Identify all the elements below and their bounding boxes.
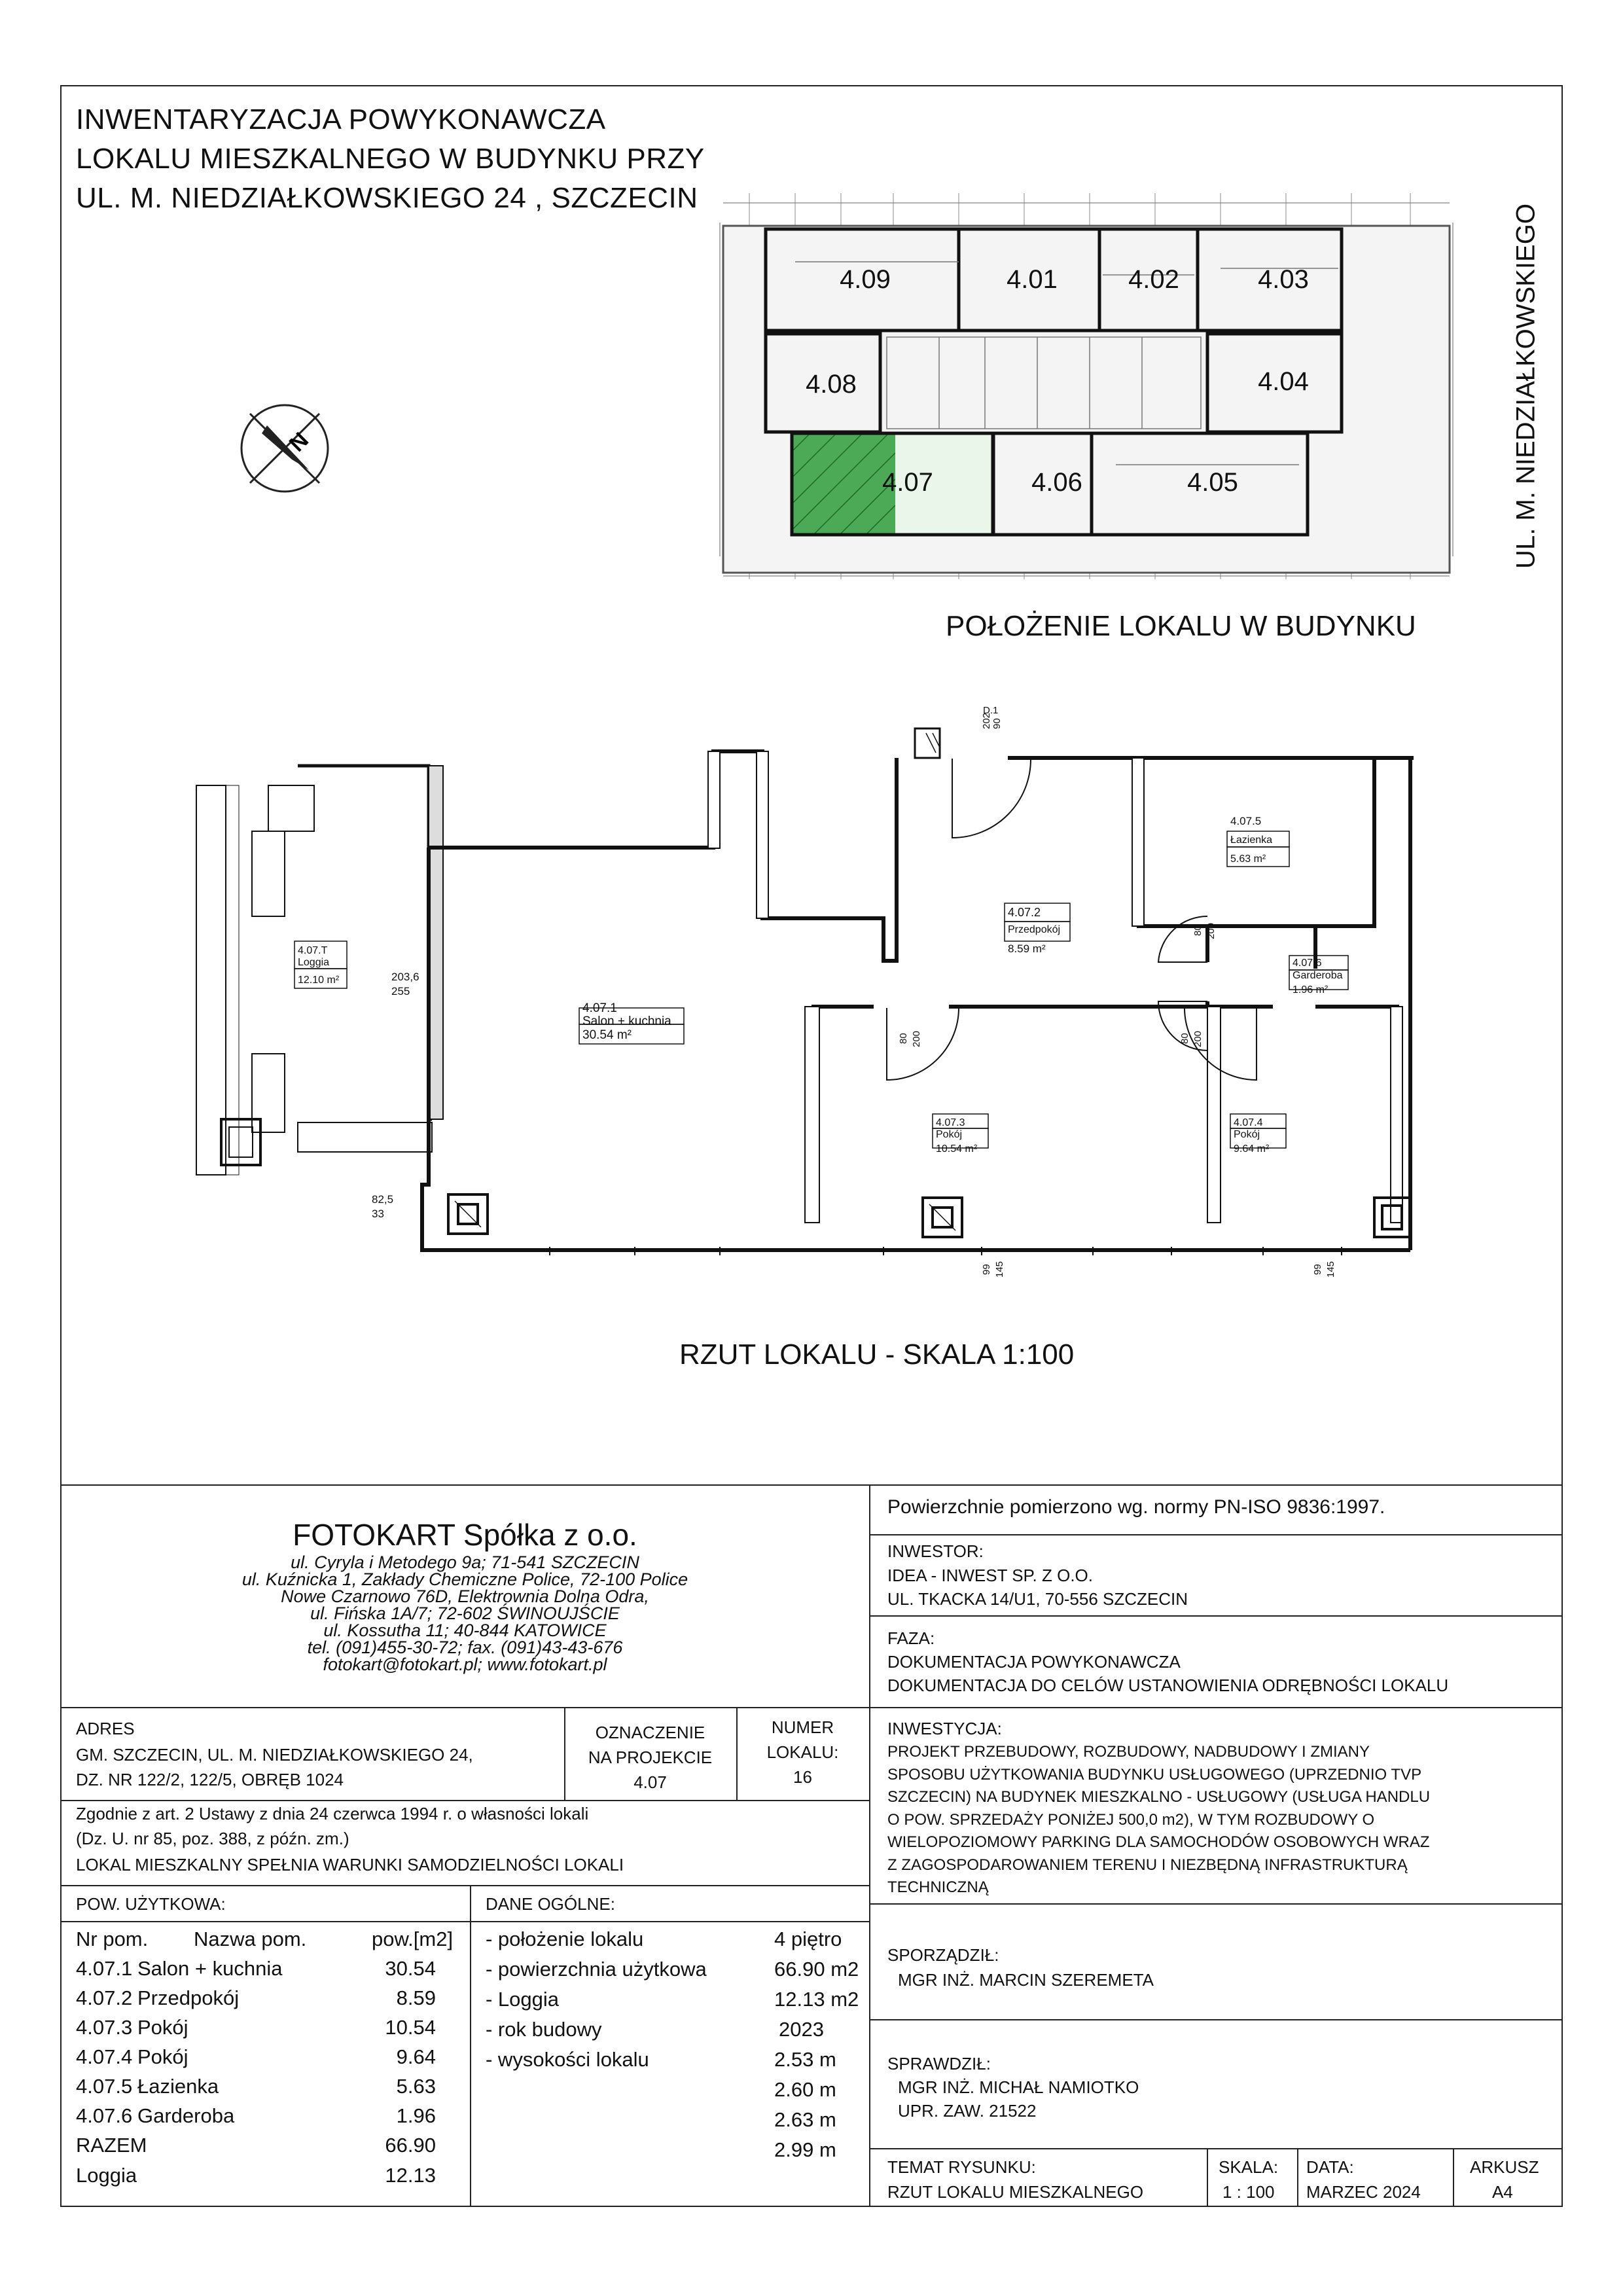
col-name-header: Nazwa pom.: [194, 1928, 307, 1950]
dim-window-a-145: 145: [994, 1261, 1005, 1278]
address-line-1: GM. SZCZECIN, UL. M. NIEDZIAŁKOWSKIEGO 24,: [76, 1745, 473, 1765]
dim-door-b-200: 200: [1205, 922, 1217, 939]
dim-d1a: 202: [981, 712, 992, 729]
row-no: 4.07.3: [76, 2016, 133, 2039]
dim-d1: D.1: [983, 705, 999, 716]
row-area: 30.54: [385, 1957, 436, 1980]
header-line-1: INWENTARYZACJA POWYKONAWCZA: [76, 103, 606, 135]
general-height: 2.63 m: [774, 2108, 836, 2131]
room-area-bath: 5.63 m²: [1230, 853, 1266, 865]
general-key: - rok budowy: [486, 2018, 602, 2041]
loggia-label: Loggia: [76, 2164, 137, 2187]
general-key: - powierzchnia użytkowa: [486, 1958, 707, 1981]
investment-line: WIELOPOZIOMOWY PARKING DLA SAMOCHODÓW OSOBOWYCH WRAZ: [887, 1833, 1430, 1851]
investment-text: [887, 1741, 1430, 1899]
address-line-2: DZ. NR 122/2, 122/5, OBRĘB 1024: [76, 1770, 344, 1789]
investment-line: TECHNICZNĄ: [887, 1878, 989, 1896]
dim-door-b-80: 80: [1192, 925, 1204, 936]
checked-name: MGR INŻ. MICHAŁ NAMIOTKO: [898, 2077, 1139, 2097]
row-area: 1.96: [396, 2104, 436, 2127]
company-line: ul. Fińska 1A/7; 72-602 ŚWINOUJŚCIE: [310, 1604, 620, 1623]
company-line: ul. Kuźnicka 1, Zakłady Chemiczne Police, 72-100 Police: [241, 1570, 688, 1589]
room-name-loggia: Loggia: [298, 957, 330, 968]
key-unit-4-02: 4.02: [1128, 265, 1179, 294]
general-height: 2.99 m: [774, 2138, 836, 2161]
room-name-bath: Łazienka: [1230, 834, 1273, 846]
room-area-room4: 9.64 m²: [1234, 1143, 1270, 1155]
rule: [869, 1903, 1563, 1905]
company-line: fotokart@fotokart.pl; www.fotokart.pl: [323, 1655, 607, 1674]
floor-plan-caption: RZUT LOKALU - SKALA 1:100: [679, 1338, 1075, 1371]
general-key: - Loggia: [486, 1988, 560, 2011]
investment-line: PROJEKT PRZEBUDOWY, ROZBUDOWY, NADBUDOWY I ZMIANY: [887, 1743, 1370, 1761]
key-unit-4-03: 4.03: [1258, 265, 1309, 294]
general-key: - położenie lokalu: [486, 1928, 644, 1950]
dim-loggia-1: 203,6: [391, 971, 419, 983]
key-unit-4-07: 4.07: [882, 468, 933, 497]
legal-line-3: LOKAL MIESZKALNY SPEŁNIA WARUNKI SAMODZIELNOŚCI LOKALI: [76, 1855, 624, 1874]
sheet-value: A4: [1492, 2182, 1513, 2202]
scale-value: 1 : 100: [1222, 2182, 1275, 2202]
rule: [60, 1800, 870, 1801]
row-no: 4.07.6: [76, 2104, 133, 2127]
header-line-3: UL. M. NIEDZIAŁKOWSKIEGO 24 , SZCZECIN: [76, 182, 698, 214]
key-unit-4-01: 4.01: [1007, 265, 1058, 294]
rule: [869, 1615, 1563, 1617]
designation-label-2: NA PROJEKCIE: [588, 1748, 713, 1767]
key-unit-4-09: 4.09: [840, 265, 891, 294]
norm-note: Powierzchnie pomierzono wg. normy PN-ISO 9836:1997.: [887, 1496, 1385, 1518]
investor-line-2: UL. TKACKA 14/U1, 70-556 SZCZECIN: [887, 1589, 1188, 1609]
prepared-name: MGR INŻ. MARCIN SZEREMETA: [898, 1970, 1154, 1990]
dim-door-a-200: 200: [911, 1030, 922, 1047]
dim-window-a-99: 99: [981, 1264, 992, 1275]
key-unit-4-04: 4.04: [1258, 367, 1309, 396]
investment-line: O POW. SPRZEDAŻY PONIŻEJ 500,0 m2), W TYM ROZBUDOWY O: [887, 1810, 1375, 1829]
room-area-salon: 30.54 m²: [582, 1028, 632, 1042]
company-line: tel. (091)455-30-72; fax. (091)43-43-676: [307, 1638, 623, 1657]
designation: [564, 1720, 736, 1795]
prepared-label: SPORZĄDZIŁ:: [887, 1945, 999, 1965]
general-key: - wysokości lokalu: [486, 2048, 649, 2071]
unit-number-value: 16: [793, 1767, 812, 1787]
phase-line-2: DOKUMENTACJA DO CELÓW USTANOWIENIA ODRĘBNOŚCI LOKALU: [887, 1676, 1449, 1695]
dim-sill-1: 82,5: [372, 1193, 394, 1206]
row-no: 4.07.2: [76, 1986, 133, 2009]
key-unit-4-08: 4.08: [806, 370, 857, 399]
investment-line: SPOSOBU UŻYTKOWANIA BUDYNKU USŁUGOWEGO (UPRZEDNIO TVP: [887, 1765, 1422, 1784]
investor-line-1: IDEA - INWEST SP. Z O.O.: [887, 1566, 1093, 1585]
rule: [869, 2019, 1563, 2020]
row-no: 4.07.1: [76, 1957, 133, 1980]
row-name: Pokój: [137, 2045, 188, 2068]
general-value: 2023: [779, 2018, 824, 2041]
unit-number: [736, 1715, 869, 1789]
room-id-hall: 4.07.2: [1008, 906, 1041, 919]
company-name: FOTOKART Spółka z o.o.: [293, 1518, 637, 1552]
room-id-room4: 4.07.4: [1234, 1117, 1263, 1128]
dim-door-c-80: 80: [1179, 1033, 1190, 1044]
dim-sill-2: 33: [372, 1208, 384, 1220]
unit-number-label-1: NUMER: [771, 1717, 834, 1737]
room-area-wardrobe: 1.96 m²: [1293, 984, 1329, 996]
row-area: 10.54: [385, 2016, 436, 2039]
checked-license: UPR. ZAW. 21522: [898, 2101, 1037, 2121]
row-name: Pokój: [137, 2016, 188, 2039]
street-label: UL. M. NIEDZIAŁKOWSKIEGO: [1511, 204, 1541, 569]
rule: [60, 1484, 1563, 1486]
loggia-value: 12.13: [385, 2164, 436, 2187]
row-name: Przedpokój: [137, 1986, 240, 2009]
legal-line-2: (Dz. U. nr 85, poz. 388, z późn. zm.): [76, 1829, 349, 1848]
room-name-room4: Pokój: [1234, 1129, 1260, 1140]
company-line: Nowe Czarnowo 76D, Elektrownia Dolna Odra,: [281, 1587, 649, 1606]
topic-value: RZUT LOKALU MIESZKALNEGO: [887, 2182, 1144, 2202]
header-line-2: LOKALU MIESZKALNEGO W BUDYNKU PRZY: [76, 143, 705, 175]
investor-label: INWESTOR:: [887, 1541, 984, 1561]
checked-label: SPRAWDZIŁ:: [887, 2054, 991, 2073]
room-name-hall: Przedpokój: [1008, 924, 1061, 935]
dim-loggia-2: 255: [391, 985, 410, 997]
col-area-header: pow.[m2]: [372, 1928, 454, 1950]
legal-line-1: Zgodnie z art. 2 Ustawy z dnia 24 czerwca 1994 r. o własności lokali: [76, 1804, 589, 1823]
scale-label: SKALA:: [1219, 2157, 1279, 2177]
key-unit-4-06: 4.06: [1031, 468, 1082, 497]
row-name: Garderoba: [137, 2104, 235, 2127]
sheet-label: ARKUSZ: [1470, 2157, 1539, 2177]
room-name-wardrobe: Garderoba: [1293, 970, 1343, 981]
rule: [869, 1707, 1563, 1708]
room-id-room3: 4.07.3: [936, 1117, 965, 1128]
general-height: 2.60 m: [774, 2078, 836, 2101]
key-plan-highlight: [792, 433, 895, 535]
row-area: 9.64: [396, 2045, 436, 2068]
dim-window-b-145: 145: [1325, 1261, 1336, 1278]
key-plan-caption: POŁOŻENIE LOKALU W BUDYNKU: [946, 610, 1416, 642]
investment-label: INWESTYCJA:: [887, 1719, 1002, 1738]
room-id-loggia: 4.07.T: [298, 945, 328, 956]
room-id-bath: 4.07.5: [1230, 815, 1262, 827]
company-line: ul. Kossutha 11; 40-844 KATOWICE: [323, 1621, 607, 1640]
rule: [470, 1885, 471, 2207]
designation-value: 4.07: [633, 1772, 667, 1792]
room-area-hall: 8.59 m²: [1008, 942, 1046, 955]
row-no: 4.07.4: [76, 2045, 133, 2068]
general-label: DANE OGÓLNE:: [486, 1894, 615, 1914]
unit-number-label-2: LOKALU:: [766, 1742, 839, 1762]
company-address: [60, 1554, 870, 1673]
room-id-wardrobe: 4.07.6: [1293, 958, 1322, 969]
dim-d1b: 90: [991, 718, 1003, 729]
rule: [869, 1534, 1563, 1535]
general-value: 4 piętro: [774, 1928, 842, 1950]
address-label: ADRES: [76, 1719, 135, 1738]
investment-line: SZCZECIN) NA BUDYNEK MIESZKALNO - USŁUGOWY (USŁUGA HANDLU: [887, 1788, 1431, 1806]
row-area: 5.63: [396, 2075, 436, 2098]
rule: [60, 1885, 870, 1886]
phase-label: FAZA:: [887, 1628, 935, 1648]
row-name: Salon + kuchnia: [137, 1957, 283, 1980]
date-label: DATA:: [1306, 2157, 1354, 2177]
key-unit-4-05: 4.05: [1187, 468, 1238, 497]
investment-line: Z ZAGOSPODAROWANIEM TERENU I NIEZBĘDNĄ INFRASTRUKTURĄ: [887, 1856, 1408, 1874]
total-label: RAZEM: [76, 2134, 147, 2157]
room-name-salon: Salon + kuchnia: [582, 1014, 671, 1028]
rule: [1207, 2148, 1208, 2207]
col-no-header: Nr pom.: [76, 1928, 149, 1950]
row-name: Łazienka: [137, 2075, 219, 2098]
phase-line-1: DOKUMENTACJA POWYKONAWCZA: [887, 1652, 1181, 1672]
row-area: 8.59: [396, 1986, 436, 2009]
rule: [1297, 2148, 1298, 2207]
room-id-salon: 4.07.1: [582, 1001, 617, 1015]
row-no: 4.07.5: [76, 2075, 133, 2098]
north-arrow-icon: [236, 399, 334, 497]
rule: [1453, 2148, 1454, 2207]
room-area-loggia: 12.10 m²: [298, 975, 340, 986]
general-value: 66.90 m2: [774, 1958, 859, 1981]
general-value: 12.13 m2: [774, 1988, 859, 2011]
room-name-room3: Pokój: [936, 1129, 963, 1140]
room-area-room3: 10.54 m²: [936, 1143, 978, 1155]
usable-area-label: POW. UŻYTKOWA:: [76, 1894, 226, 1914]
rule: [869, 2148, 1563, 2149]
dim-window-b-99: 99: [1312, 1264, 1323, 1275]
total-value: 66.90: [385, 2134, 436, 2157]
rule: [60, 1921, 870, 1922]
rule: [60, 1707, 870, 1708]
date-value: MARZEC 2024: [1306, 2182, 1421, 2202]
dim-door-a-80: 80: [898, 1033, 909, 1044]
company-line: ul. Cyryla i Metodego 9a; 71-541 SZCZECIN: [291, 1552, 639, 1572]
designation-label-1: OZNACZENIE: [595, 1723, 705, 1742]
floor-plan: [190, 700, 1433, 1289]
dim-door-c-200: 200: [1192, 1030, 1204, 1047]
key-plan: [710, 190, 1463, 583]
general-value: 2.53 m: [774, 2048, 836, 2071]
topic-label: TEMAT RYSUNKU:: [887, 2157, 1036, 2177]
svg-text:N: N: [284, 427, 314, 457]
